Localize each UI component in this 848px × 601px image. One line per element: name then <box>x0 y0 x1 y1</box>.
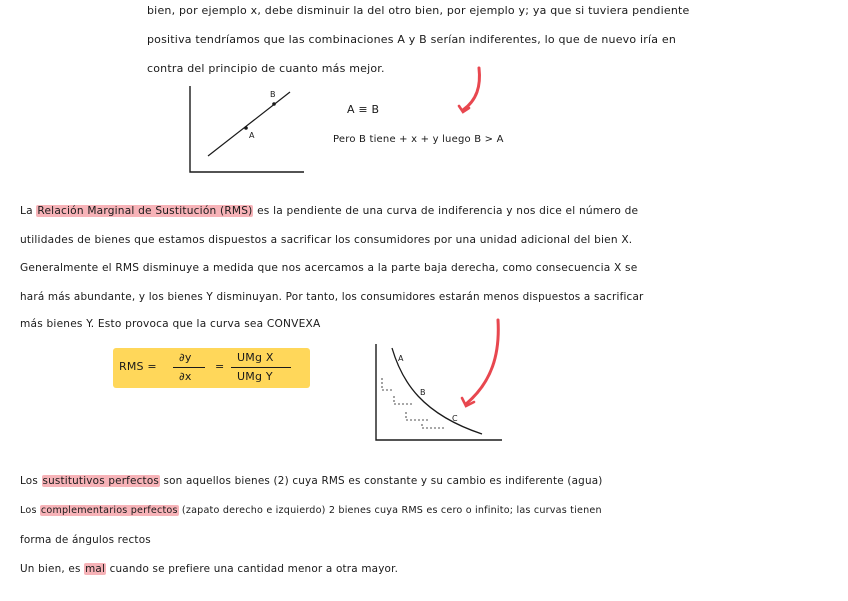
formula-frac2-num: UMg X <box>237 351 274 364</box>
formula-equals: = <box>215 360 225 373</box>
substitutes-prefix: Los <box>20 475 38 487</box>
fig1-note: Pero B tiene + x + y luego B > A <box>333 134 504 145</box>
rms-intro: La <box>20 205 33 217</box>
fig2-label-a: A <box>398 354 404 363</box>
complements-line <box>20 505 602 516</box>
top-line-1: bien, por ejemplo x, debe disminuir la del otro bien, por ejemplo y; ya que si tuviera pendiente <box>147 4 690 17</box>
substitutes-term-highlight: sustitutivos perfectos <box>42 475 159 487</box>
red-arrow-icon <box>455 66 491 118</box>
rms-formula <box>113 348 310 388</box>
rms-line-3: Generalmente el RMS disminuye a medida que nos acercamos a la parte baja derecha, como consecuencia X se <box>20 262 638 274</box>
formula-fraction-bar-2 <box>231 367 291 368</box>
substitutes-line <box>20 475 603 487</box>
rms-line-1-rest: es la pendiente de una curva de indiferencia y nos dice el número de <box>257 205 639 217</box>
fig1-label-b: B <box>270 90 276 99</box>
bad-prefix: Un bien, es <box>20 563 81 575</box>
rms-line-1 <box>20 205 638 217</box>
formula-frac1-num: ∂y <box>179 351 192 364</box>
bad-term-highlight: mal <box>85 563 106 575</box>
complements-line-2: forma de ángulos rectos <box>20 534 151 546</box>
rms-line-4: hará más abundante, y los bienes Y disminuyan. Por tanto, los consumidores estarán menos dispuestos a sacrificar <box>20 291 644 303</box>
bad-rest: cuando se prefiere una cantidad menor a otra mayor. <box>109 563 399 575</box>
substitutes-rest: son aquellos bienes (2) cuya RMS es constante y su cambio es indiferente (agua) <box>163 475 603 487</box>
complements-term-highlight: complementarios perfectos <box>40 505 178 516</box>
fig2-label-b: B <box>420 388 426 397</box>
rms-line-5: más bienes Y. Esto provoca que la curva sea CONVEXA <box>20 318 321 330</box>
formula-lhs: RMS = <box>119 360 157 373</box>
fig1-equivalence: A ≡ B <box>347 103 380 116</box>
top-line-2: positiva tendríamos que las combinaciones A y B serían indiferentes, lo que de nuevo iría en <box>147 33 677 46</box>
formula-fraction-bar-1 <box>173 367 205 368</box>
complements-rest: (zapato derecho e izquierdo) 2 bienes cuya RMS es cero o infinito; las curvas tienen <box>181 505 602 516</box>
top-line-3: contra del principio de cuanto más mejor. <box>147 62 385 75</box>
fig1-label-a: A <box>249 131 255 140</box>
red-arrow-icon <box>458 318 504 410</box>
bad-good-line <box>20 563 398 575</box>
fig2-label-c: C <box>452 414 458 423</box>
rms-line-2: utilidades de bienes que estamos dispuestos a sacrificar los consumidores por una unidad adicional del bien X. <box>20 234 633 246</box>
rms-term-highlight: Relación Marginal de Sustitución (RMS) <box>37 205 253 217</box>
complements-prefix: Los <box>20 505 37 516</box>
formula-frac2-den: UMg Y <box>237 370 273 383</box>
formula-frac1-den: ∂x <box>179 370 192 383</box>
